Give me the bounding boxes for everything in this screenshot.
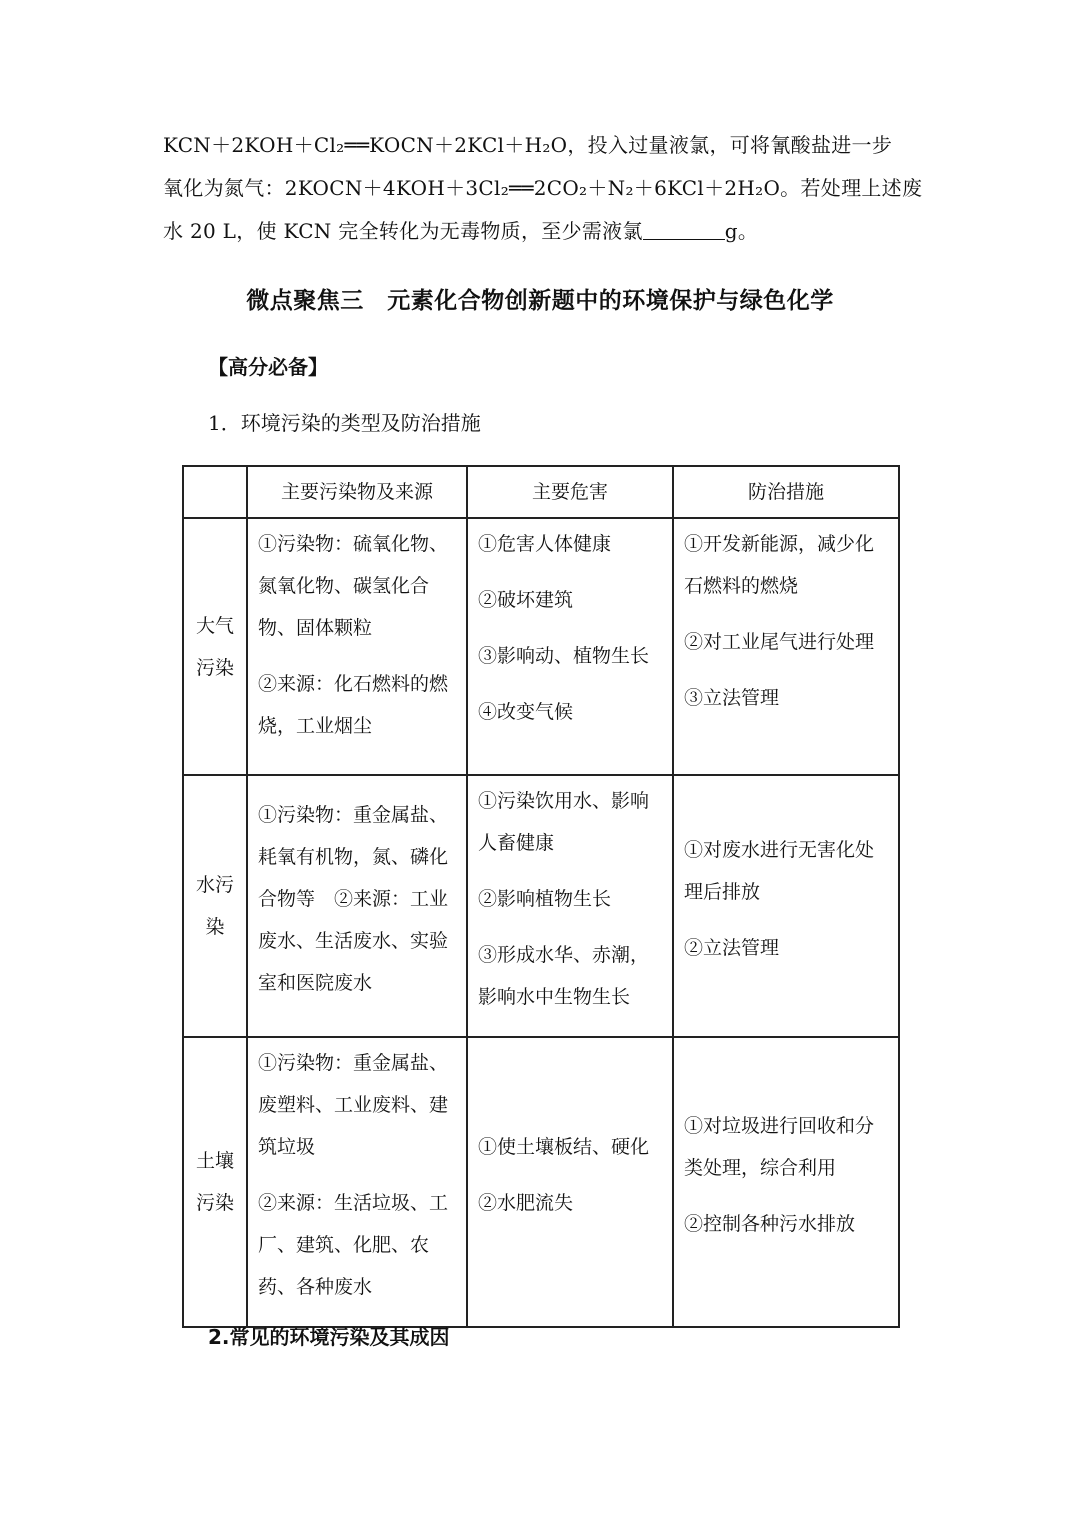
measure-item: ①对垃圾进行回收和分类处理，综合利用 (684, 1115, 875, 1179)
harm-item: ①使土壤板结、硬化 (478, 1136, 650, 1158)
source-item: ①污染物：重金属盐、废塑料、工业废料、建筑垃圾 (258, 1052, 449, 1158)
table-row (183, 518, 899, 775)
subsection-label: 【高分必备】 (208, 355, 328, 379)
measure-item: ②对工业尾气进行处理 (684, 631, 875, 653)
intro-line-2: 氧化为氮气：2KOCN＋4KOH＋3Cl₂══2CO₂＋N₂＋6KCl＋2H₂O。若处理上述废 (163, 176, 923, 200)
row-harms (467, 518, 673, 775)
harm-item: ①污染饮用水、影响人畜健康 (478, 790, 650, 854)
answer-blank (643, 219, 725, 240)
table-header-harms: 主要危害 (467, 466, 673, 518)
row-measures (673, 518, 899, 775)
table-row (183, 775, 899, 1037)
pollution-table (182, 465, 900, 1328)
source-item: ①污染物：硫氧化物、氮氧化物、碳氢化合物、固体颗粒 (258, 533, 449, 639)
table-header-row (183, 466, 899, 518)
row-sources (247, 775, 467, 1037)
row-measures (673, 1037, 899, 1327)
row-type: 大气污染 (183, 518, 247, 775)
item2-heading: 2.常见的环境污染及其成因 (208, 1325, 450, 1349)
row-measures (673, 775, 899, 1037)
table-header-blank (183, 466, 247, 518)
row-sources (247, 1037, 467, 1327)
harm-item: ②破坏建筑 (478, 589, 574, 611)
source-item: ②来源：生活垃圾、工厂、建筑、化肥、农药、各种废水 (258, 1192, 449, 1298)
row-harms (467, 1037, 673, 1327)
measure-item: ①开发新能源，减少化石燃料的燃烧 (684, 533, 875, 597)
row-harms (467, 775, 673, 1037)
measure-item: ①对废水进行无害化处理后排放 (684, 839, 875, 903)
intro-line-3 (163, 216, 758, 246)
measure-item: ②控制各种污水排放 (684, 1213, 856, 1235)
harm-item: ①危害人体健康 (478, 533, 612, 555)
table-row (183, 1037, 899, 1327)
section-title: 微点聚焦三 元素化合物创新题中的环境保护与绿色化学 (246, 288, 834, 314)
harm-item: ②影响植物生长 (478, 888, 612, 910)
harm-item: ④改变气候 (478, 701, 574, 723)
intro-line-3-text: 水 20 L，使 KCN 完全转化为无毒物质，至少需液氯 (163, 219, 643, 243)
harm-item: ②水肥流失 (478, 1192, 574, 1214)
table-header-sources: 主要污染物及来源 (247, 466, 467, 518)
row-sources (247, 518, 467, 775)
harm-item: ③影响动、植物生长 (478, 645, 650, 667)
intro-line-3-unit: g。 (724, 219, 759, 243)
intro-line-1: KCN＋2KOH＋Cl₂══KOCN＋2KCl＋H₂O，投入过量液氯，可将氰酸盐进一步 (163, 133, 893, 157)
row-type: 土壤污染 (183, 1037, 247, 1327)
item1-heading: 1．环境污染的类型及防治措施 (208, 411, 481, 435)
measure-item: ③立法管理 (684, 687, 780, 709)
source-item: ②来源：化石燃料的燃烧，工业烟尘 (258, 673, 449, 737)
harm-item: ③形成水华、赤潮，影响水中生物生长 (478, 944, 650, 1008)
source-item: ①污染物：重金属盐、耗氧有机物，氮、磷化合物等 ②来源：工业废水、生活废水、实验室和医院废水 (258, 804, 449, 994)
row-type: 水污染 (183, 775, 247, 1037)
table-header-measures: 防治措施 (673, 466, 899, 518)
measure-item: ②立法管理 (684, 937, 780, 959)
